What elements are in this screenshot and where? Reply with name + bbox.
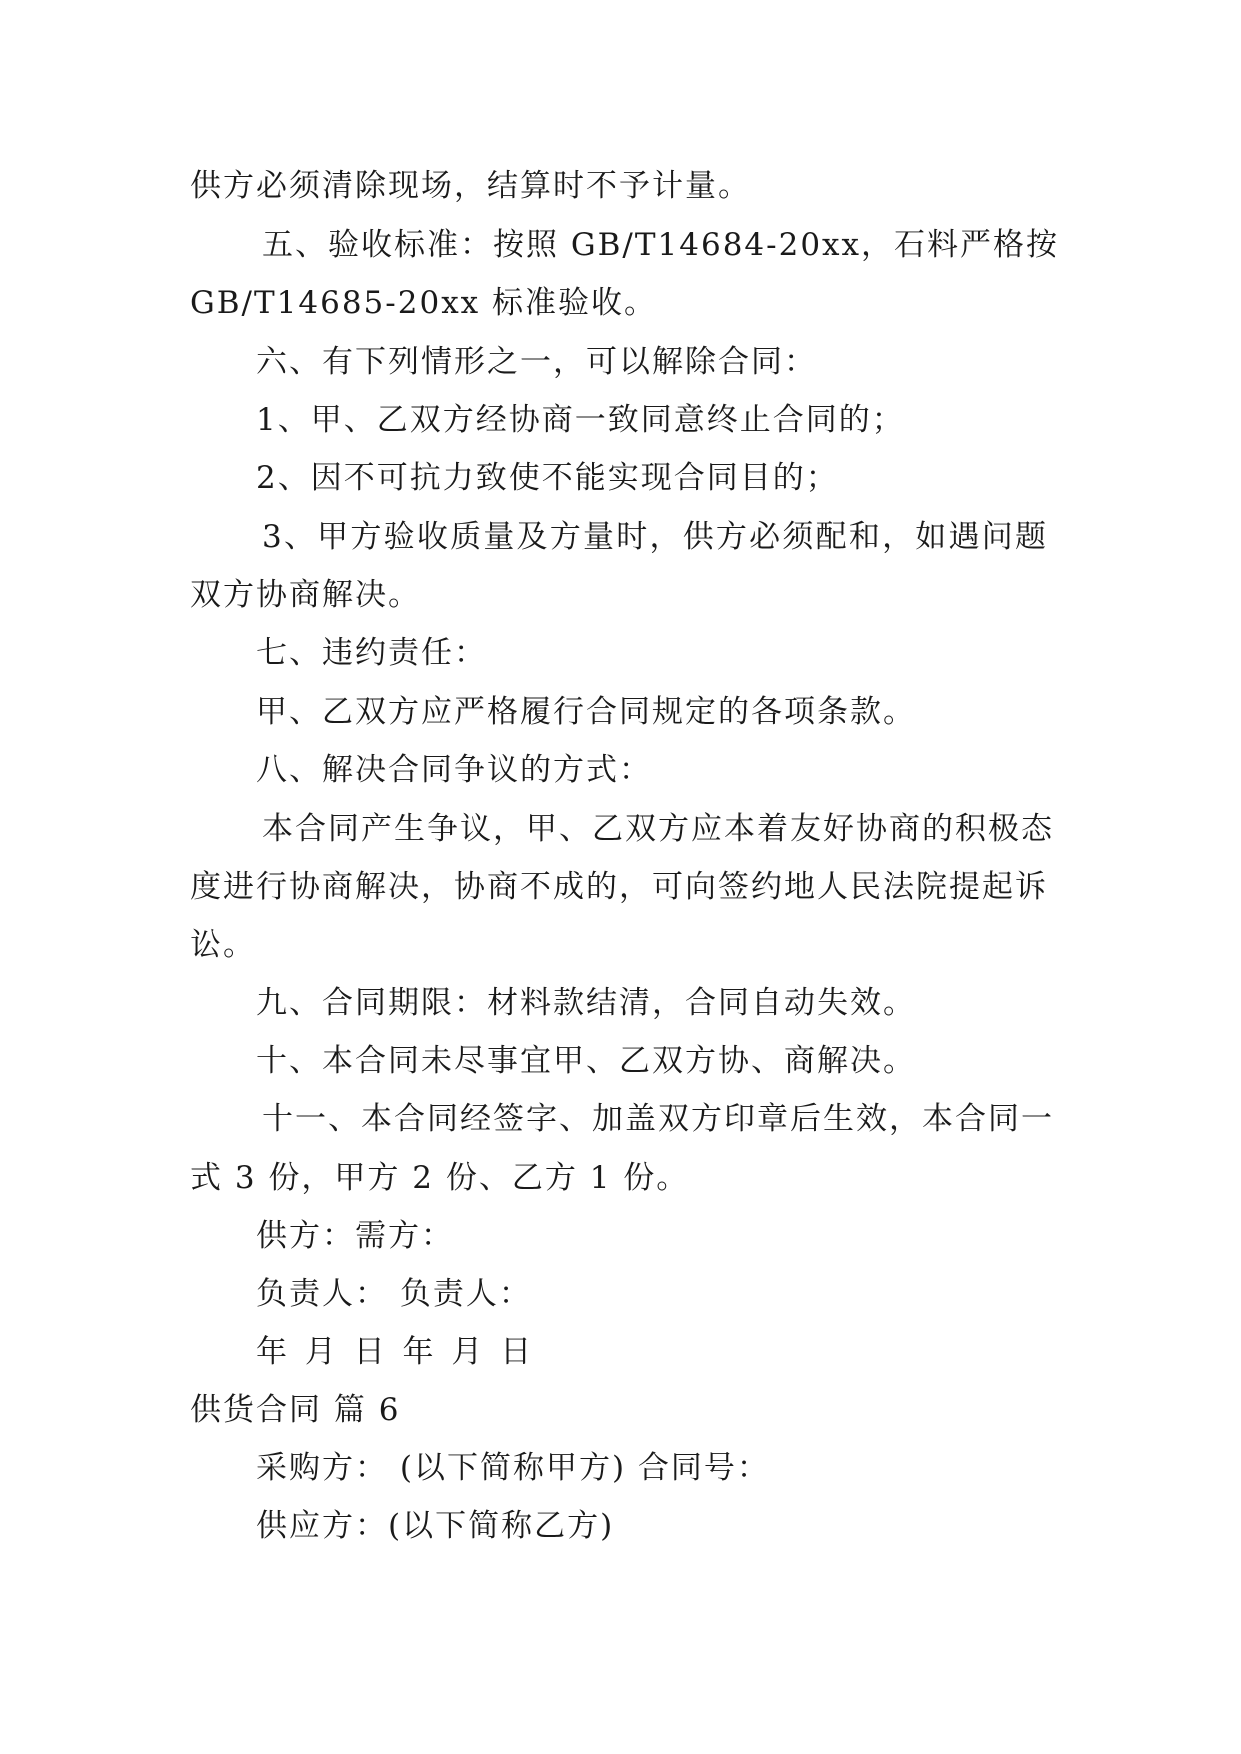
- text-line: 2、因不可抗力致使不能实现合同目的；: [256, 460, 839, 496]
- text-line: 供应方：(以下简称乙方): [256, 1508, 615, 1544]
- text-line: GB/T14685-20xx 标准验收。: [190, 285, 658, 321]
- text-line: 供方必须清除现场，结算时不予计量。: [190, 168, 751, 204]
- text-line: 1、甲、乙双方经协商一致同意终止合同的；: [256, 402, 905, 438]
- text-line: 五、验收标准：按照 GB/T14684-20xx，石料严格按: [262, 227, 1060, 263]
- text-line: 3、甲方验收质量及方量时，供方必须配和，如遇问题: [262, 519, 1048, 555]
- text-line: 年 月 日 年 月 日: [256, 1334, 536, 1370]
- text-line: 式 3 份，甲方 2 份、乙方 1 份。: [190, 1160, 690, 1196]
- text-line: 本合同产生争议，甲、乙双方应本着友好协商的积极态: [262, 811, 1054, 847]
- text-line: 九、合同期限：材料款结清，合同自动失效。: [256, 985, 916, 1021]
- text-line: 采购方： (以下简称甲方) 合同号：: [256, 1450, 770, 1486]
- text-line: 负责人： 负责人：: [256, 1276, 532, 1312]
- text-line: 双方协商解决。: [190, 577, 421, 613]
- text-line: 十、本合同未尽事宜甲、乙双方协、商解决。: [256, 1043, 916, 1079]
- text-line: 甲、乙双方应严格履行合同规定的各项条款。: [256, 694, 916, 730]
- text-line: 八、解决合同争议的方式：: [256, 752, 652, 788]
- text-line: 讼。: [190, 927, 256, 963]
- text-line: 十一、本合同经签字、加盖双方印章后生效，本合同一: [262, 1101, 1054, 1137]
- text-line: 度进行协商解决，协商不成的，可向签约地人民法院提起诉: [190, 869, 1048, 905]
- text-line: 六、有下列情形之一，可以解除合同：: [256, 344, 817, 380]
- text-line: 供方：需方：: [256, 1218, 454, 1254]
- text-line: 七、违约责任：: [256, 635, 487, 671]
- section-title: 供货合同 篇 6: [190, 1392, 401, 1428]
